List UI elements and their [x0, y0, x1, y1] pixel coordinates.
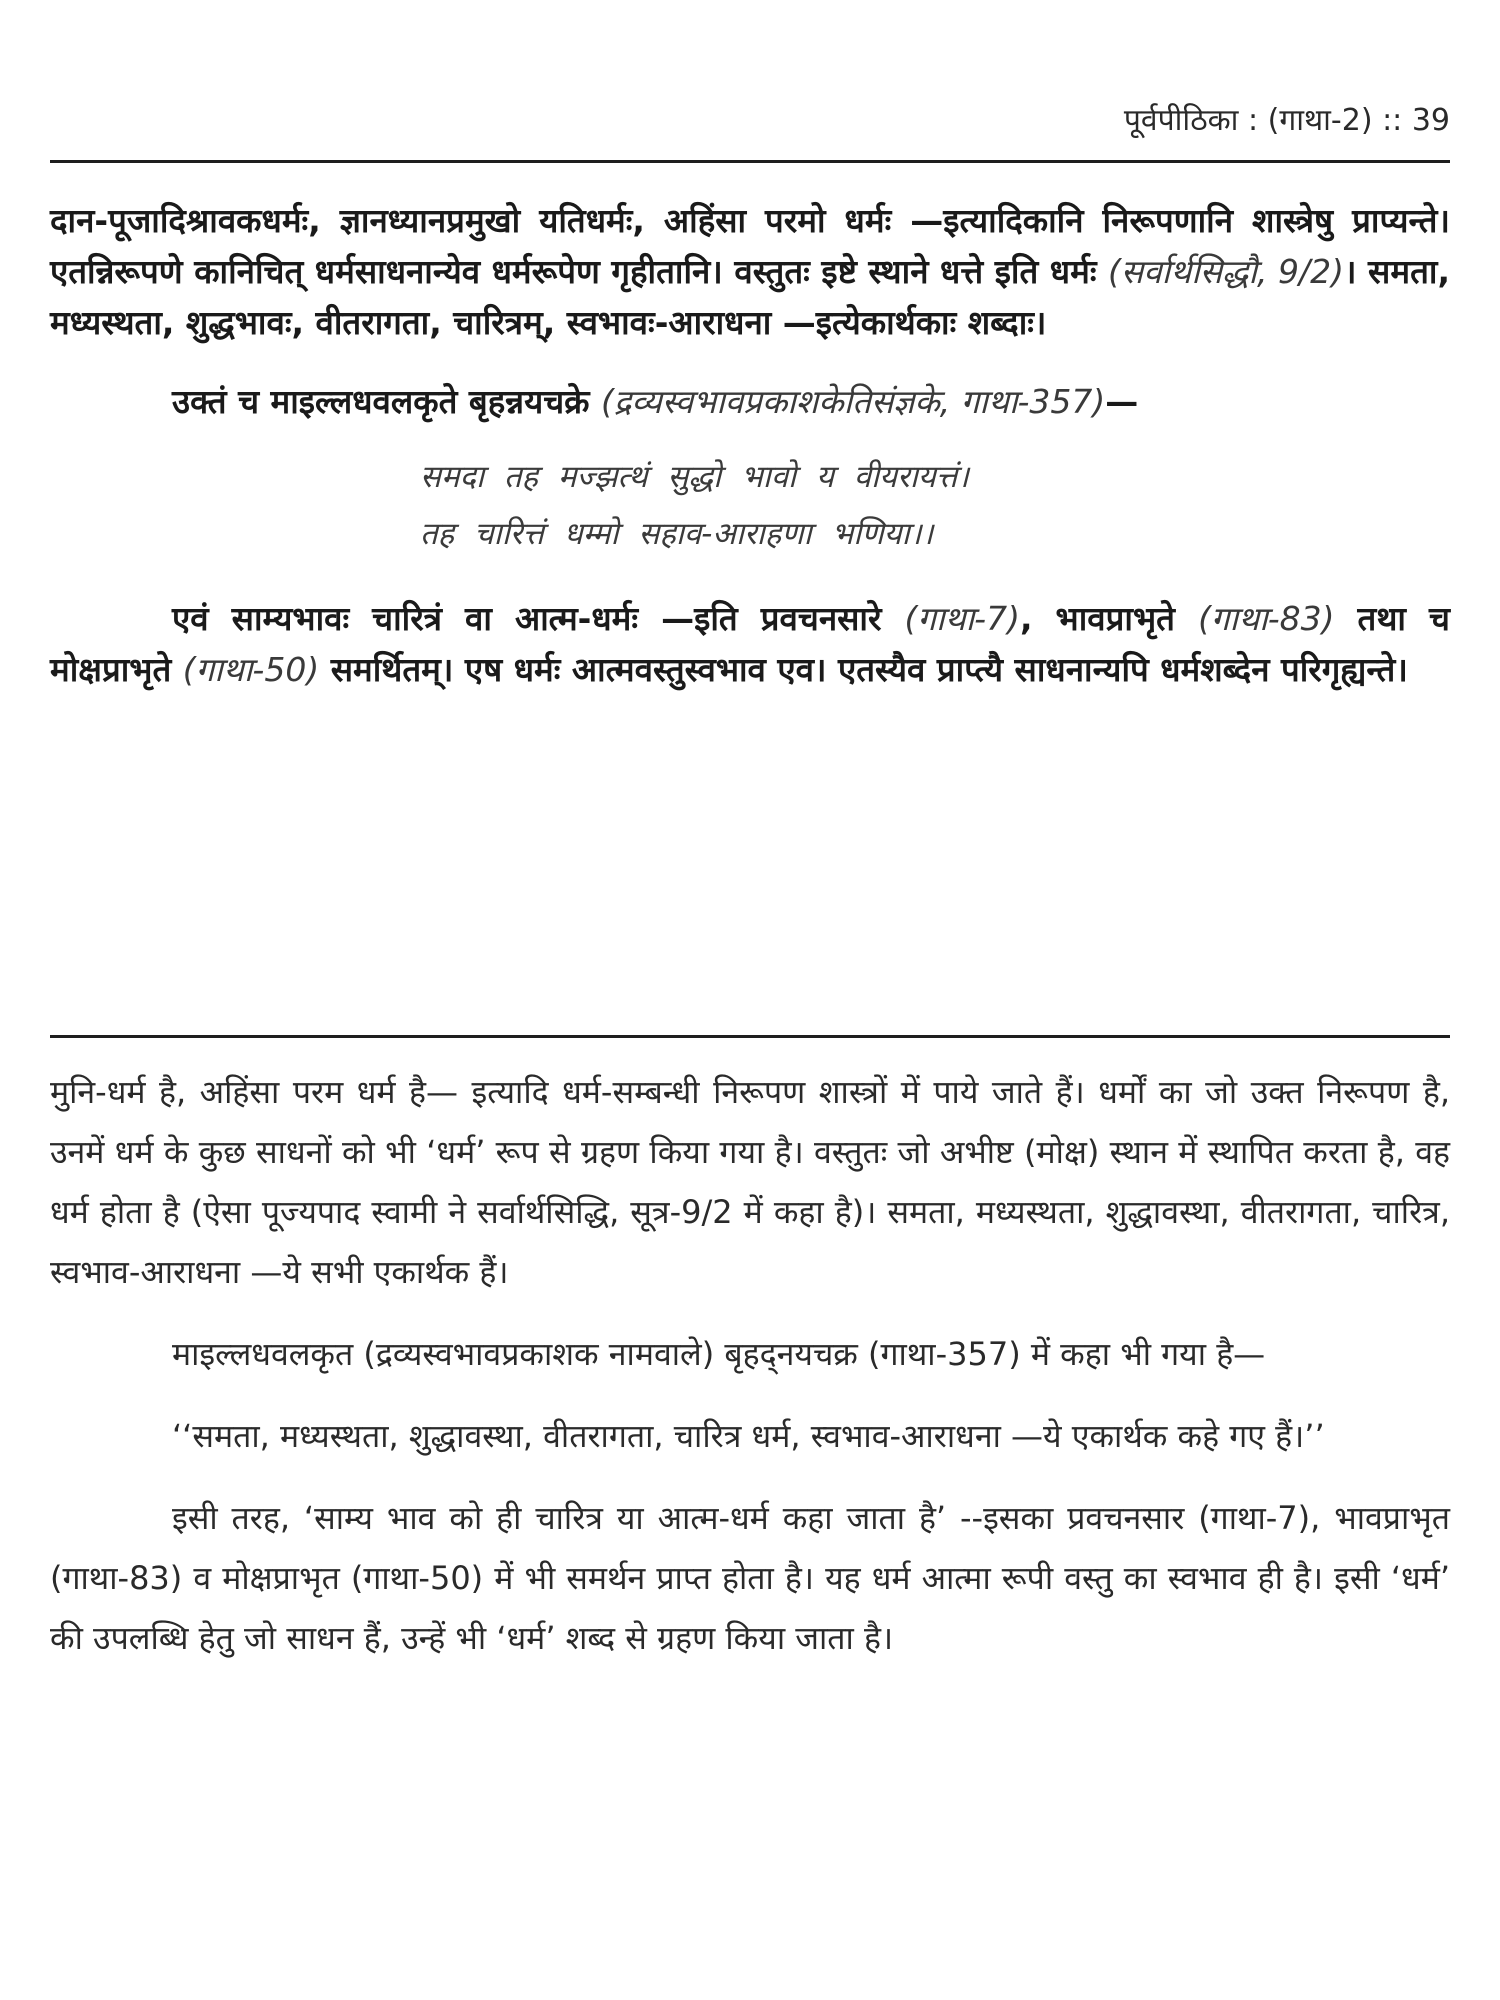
sanskrit-text: — [1105, 382, 1139, 421]
hindi-paragraph-4: इसी तरह, ‘साम्य भाव को ही चारित्र या आत्म-धर्म कहा जाता है’ --इसका प्रवचनसार (गाथा-7), भावप्राभृत (गाथा-83) व मोक्षप्राभृत (गाथा-50) में भी समर्थन प्राप्त होता है। यह धर्म आत्मा रूपी वस्तु का स्वभाव ही है। इसी ‘धर्म’ की उपलब्धि हेतु जो साधन हैं, उन्हें भी ‘धर्म’ शब्द से ग्रहण किया जाता है। [50, 1499, 1450, 1657]
verse-line-1: समदा तह मज्झत्थं सुद्धो भावो य वीयरायत्तं। [420, 459, 969, 495]
hindi-paragraph-1: मुनि-धर्म है, अहिंसा परम धर्म है— इत्यादि धर्म-सम्बन्धी निरूपण शास्त्रों में पाये जाते हैं। धर्मों का जो उक्त निरूपण है, उनमें धर्म के कुछ साधनों को भी ‘धर्म’ रूप से ग्रहण किया गया है। वस्तुतः जो अभीष्ट (मोक्ष) स्थान में स्थापित करता है, वह धर्म होता है (ऐसा पूज्यपाद स्वामी ने सर्वार्थसिद्धि, सूत्र-9/2 में कहा है)। समता, मध्यस्थता, शुद्धावस्था, वीतरागता, चारित्र, स्वभाव-आराधना —ये सभी एकार्थक हैं। [50, 1073, 1450, 1291]
sanskrit-paragraph-3 [50, 593, 1450, 695]
citation: (गाथा-7) [904, 599, 1020, 638]
sanskrit-paragraph-2 [50, 376, 1450, 427]
citation: (गाथा-83) [1198, 599, 1335, 638]
sanskrit-text: दान-पूजादिश्रावकधर्मः, ज्ञानध्यानप्रमुखो यतिधर्मः, अहिंसा परमो धर्मः —इत्यादिकानि निरूपणानि शास्त्रेषु प्राप्यन्ते। एतन्निरूपणे कानिचित् धर्मसाधनान्येव धर्मरूपेण गृहीतानि। वस्तुतः इष्टे स्थाने धत्ते इति धर्मः [50, 201, 1450, 291]
sanskrit-text: समर्थितम्। एष धर्मः आत्मवस्तुस्वभाव एव। एतस्यैव प्राप्त्यै साधनान्यपि धर्मशब्देन परिगृह्यन्ते। [319, 650, 1408, 689]
sanskrit-text: , भावप्राभृते [1019, 599, 1175, 638]
hindi-paragraph-3: ‘‘समता, मध्यस्थता, शुद्धावस्था, वीतरागता, चारित्र धर्म, स्वभाव-आराधना —ये एकार्थक कहे गए हैं।’’ [172, 1417, 1325, 1455]
header-divider [50, 160, 1450, 163]
sanskrit-text: उक्तं च माइल्लधवलकृते बृहन्नयचक्रे [172, 382, 590, 421]
hindi-translation [50, 1062, 1450, 1668]
sanskrit-text: एवं साम्यभावः चारित्रं वा आत्म-धर्मः —इति प्रवचनसारे [172, 599, 882, 638]
hindi-paragraph-2: माइल्लधवलकृत (द्रव्यस्वभावप्रकाशक नामवाले) बृहद्नयचक्र (गाथा-357) में कहा भी गया है— [172, 1335, 1266, 1373]
verse-line-2: तह चारित्तं धम्मो सहाव-आराहणा भणिया।। [420, 516, 934, 552]
sanskrit-text: तथा च मोक्षप्राभृते [50, 599, 1450, 689]
book-page [50, 0, 1450, 2000]
sanskrit-commentary [50, 195, 1450, 695]
citation: (द्रव्यस्वभावप्रकाशकेतिसंज्ञके, गाथा-357) [601, 382, 1106, 421]
sanskrit-paragraph-1 [50, 195, 1450, 348]
running-header: पूर्वपीठिका : (गाथा-2) :: 39 [1123, 103, 1450, 138]
translation-divider [50, 1035, 1450, 1038]
citation: (सर्वार्थसिद्धौ, 9/2) [1108, 252, 1344, 291]
sanskrit-text: । समता, मध्यस्थता, शुद्धभावः, वीतरागता, चारित्रम्, स्वभावः-आराधना —इत्येकार्थकाः शब्दाः। [50, 252, 1450, 342]
prakrit-verse [50, 449, 1450, 563]
citation: (गाथा-50) [182, 650, 320, 689]
